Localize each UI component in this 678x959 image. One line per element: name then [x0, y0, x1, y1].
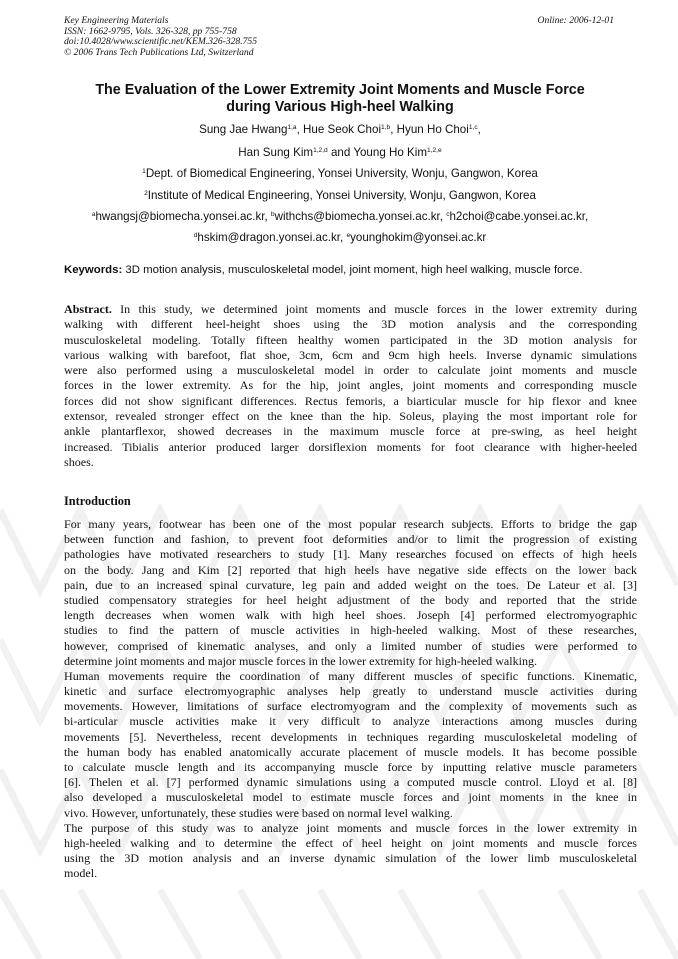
journal-info — [64, 16, 257, 58]
text-line: kinetic and surface electromyographic analyses help greatly to understand muscle activities during — [64, 684, 637, 699]
title-line: The Evaluation of the Lower Extremity Joint Moments and Muscle Force — [95, 82, 585, 98]
text-line: Human movements require the coordination of many different muscles of specific functions. Kinematic, — [64, 668, 637, 683]
introduction-body — [64, 517, 637, 882]
text-line: extensor, revealed stronger effect on the knee than the hip. Soleus, playing the most important role for — [64, 409, 637, 424]
text-line: studies to find the pattern of muscle activities in high-heeled walking. Most of these researches, — [64, 623, 637, 638]
text-line: various walking with barefoot, flat shoe, 3cm, 6cm and 9cm high heels. Inverse dynamic simulations — [64, 347, 637, 362]
text-line: the human body has enabled anatomically accurate placement of muscle models. It has become possible — [64, 744, 637, 759]
text-line: shoes. — [64, 454, 94, 469]
keywords-text: 3D motion analysis, musculoskeletal model, joint moment, high heel walking, muscle force. — [122, 264, 583, 276]
paragraph — [64, 517, 637, 669]
author-separator: , — [390, 123, 397, 136]
text-line: walking with different heel-height shoes using the 3D motion analysis and the corresponding — [64, 317, 637, 332]
paragraph — [64, 669, 637, 821]
text-line: model. — [64, 866, 98, 881]
text-line: movements. However, limitations of surface electromyogram and the complexity of movements such as — [64, 699, 637, 714]
author-name: Hue Seok Choi — [303, 123, 382, 136]
emails-line-1 — [40, 210, 640, 223]
keywords-label: Keywords: — [64, 264, 123, 276]
text-line: bi-articular muscle activities make it very difficult to analyze interactions among muscles during — [64, 714, 637, 729]
author-separator: , — [477, 123, 481, 136]
email-link[interactable]: younghokim@yonsei.ac.kr — [350, 231, 487, 244]
online-date: Online: 2006-12-01 — [537, 15, 614, 26]
journal-issn: ISSN: 1662-9795, Vols. 326-328, pp 755-758 — [64, 25, 237, 37]
text-line: vivo. However, unfortunately, these studies were based on normal level walking. — [64, 805, 453, 820]
affiliation-2 — [40, 189, 640, 202]
affiliation-text: Institute of Medical Engineering, Yonsei University, Wonju, Gangwon, Korea — [147, 189, 536, 202]
journal-name: Key Engineering Materials — [64, 15, 169, 26]
text-line: pain, due to an increased spinal curvature, leg pain and added weight on the toes. De Lateur et al. [3] — [64, 577, 637, 592]
emails-line-2 — [40, 231, 640, 244]
text-line: forces did not show significant differences. Rectus femoris, a biarticular muscle for hip flexor and knee — [64, 393, 637, 408]
email-link[interactable]: hwangsj@biomecha.yonsei.ac.kr, — [95, 210, 271, 223]
text-line: however, comprised of kinematic analyses, and only a limited number of studies were performed to — [64, 638, 637, 653]
paper-title — [60, 82, 620, 116]
email-sup: e — [346, 232, 351, 239]
author-name: Hyun Ho Choi — [396, 123, 469, 136]
text-line: determine joint moments and major muscle forces in the lower extremity for high-heeled walking. — [64, 653, 538, 668]
author-sup: 1,2,d — [313, 147, 328, 154]
text-line: on the body. Jang and Kim [2] reported that high heels have negative side effects on the lower back — [64, 562, 637, 577]
email-sup: b — [270, 211, 275, 218]
email-link[interactable]: hskim@dragon.yonsei.ac.kr, — [197, 231, 347, 244]
affiliation-sup: 2 — [144, 190, 148, 197]
text-line: high-heeled walking and to determine the effect of heel height on joint moments and muscle forces — [64, 835, 637, 850]
affiliation-1 — [40, 167, 640, 180]
text-line: musculoskeletal modeling. Totally fifteen healthy women participated in the 3D motion analysis for — [64, 332, 637, 347]
author-name: Young Ho Kim — [353, 146, 428, 159]
text-line: studied compensatory strategies for heel height adjustment of the body and reported that the stride — [64, 592, 637, 607]
abstract-body — [64, 317, 637, 470]
author-sup: 1,a — [287, 124, 297, 131]
introduction-heading: Introduction — [64, 494, 131, 508]
text-line: The purpose of this study was to analyze joint moments and muscle forces in the lower extremity in — [64, 820, 637, 835]
text-line: increased. Tibialis anterior produced larger dorsiflexion moments for foot clearance with higher-heeled — [64, 439, 637, 454]
abstract-text: In this study, we determined joint moments and muscle forces in the lower extremity during — [111, 302, 637, 316]
text-line: were also performed using a musculoskeletal model in order to calculate joint moments and muscle — [64, 363, 637, 378]
author-name: Sung Jae Hwang — [199, 123, 288, 136]
email-sup: a — [91, 211, 96, 218]
text-line: ankle plantarflexor, showed decreases in the maximum muscle force at pre-swing, as heel height — [64, 424, 637, 439]
text-line: [6]. Thelen et al. [7] performed dynamic simulations using a computed muscle control. Lloyd et al. [8] — [64, 775, 637, 790]
text-line: also developed a musculoskeletal model to estimate muscle forces and joint moments in the knee in — [64, 790, 637, 805]
author-name: Han Sung Kim — [238, 146, 314, 159]
text-line: using the 3D motion analysis and an inverse dynamic simulation of the lower limb musculoskeletal — [64, 851, 637, 866]
journal-doi[interactable]: doi:10.4028/www.scientific.net/KEM.326-328.755 — [64, 36, 258, 48]
author-line-2 — [40, 146, 640, 159]
affiliation-text: Dept. of Biomedical Engineering, Yonsei University, Wonju, Gangwon, Korea — [145, 167, 538, 180]
author-sup: 1,c — [468, 124, 478, 131]
abstract — [64, 302, 637, 470]
keywords — [64, 264, 654, 276]
author-separator: and — [327, 146, 354, 159]
email-sup: c — [446, 211, 450, 218]
author-separator: , — [296, 123, 304, 136]
author-sup: 1,2,e — [427, 147, 442, 154]
text-line: pathologies have motivated researchers to study [1]. Many researches focused on effects of high heels — [64, 547, 637, 562]
abstract-label: Abstract. — [64, 302, 112, 316]
email-link[interactable]: withchs@biomecha.yonsei.ac.kr, — [274, 210, 447, 223]
text-line: movements [5]. Nevertheless, recent developments in techniques regarding musculoskeletal modeling of — [64, 729, 637, 744]
author-sup: 1,b — [381, 124, 391, 131]
text-line: For many years, footwear has been one of the most popular research subjects. Efforts to bridge the gap — [64, 517, 637, 531]
title-line: during Various High-heel Walking — [226, 99, 454, 115]
paragraph — [64, 821, 637, 882]
abstract-first-line — [64, 302, 637, 317]
email-link[interactable]: h2choi@cabe.yonsei.ac.kr, — [449, 210, 589, 223]
text-line: to calculate muscle length and its accompanying muscle force by inputting relative muscle parameters — [64, 760, 637, 774]
email-sup: d — [193, 232, 198, 239]
text-line: forces in the lower extremity. As for the hip, joint angles, joint moments and corresponding muscle — [64, 378, 637, 393]
text-line: length decreases when women walk with high heel shoes. Joseph [4] performed electromyographic — [64, 608, 637, 623]
affiliation-sup: 1 — [142, 168, 146, 175]
author-line-1 — [40, 123, 640, 136]
text-line: between function and fashion, to prevent foot deformities and/or to limit the progression of existing — [64, 532, 637, 547]
journal-copyright: © 2006 Trans Tech Publications Ltd, Switzerland — [64, 46, 254, 58]
